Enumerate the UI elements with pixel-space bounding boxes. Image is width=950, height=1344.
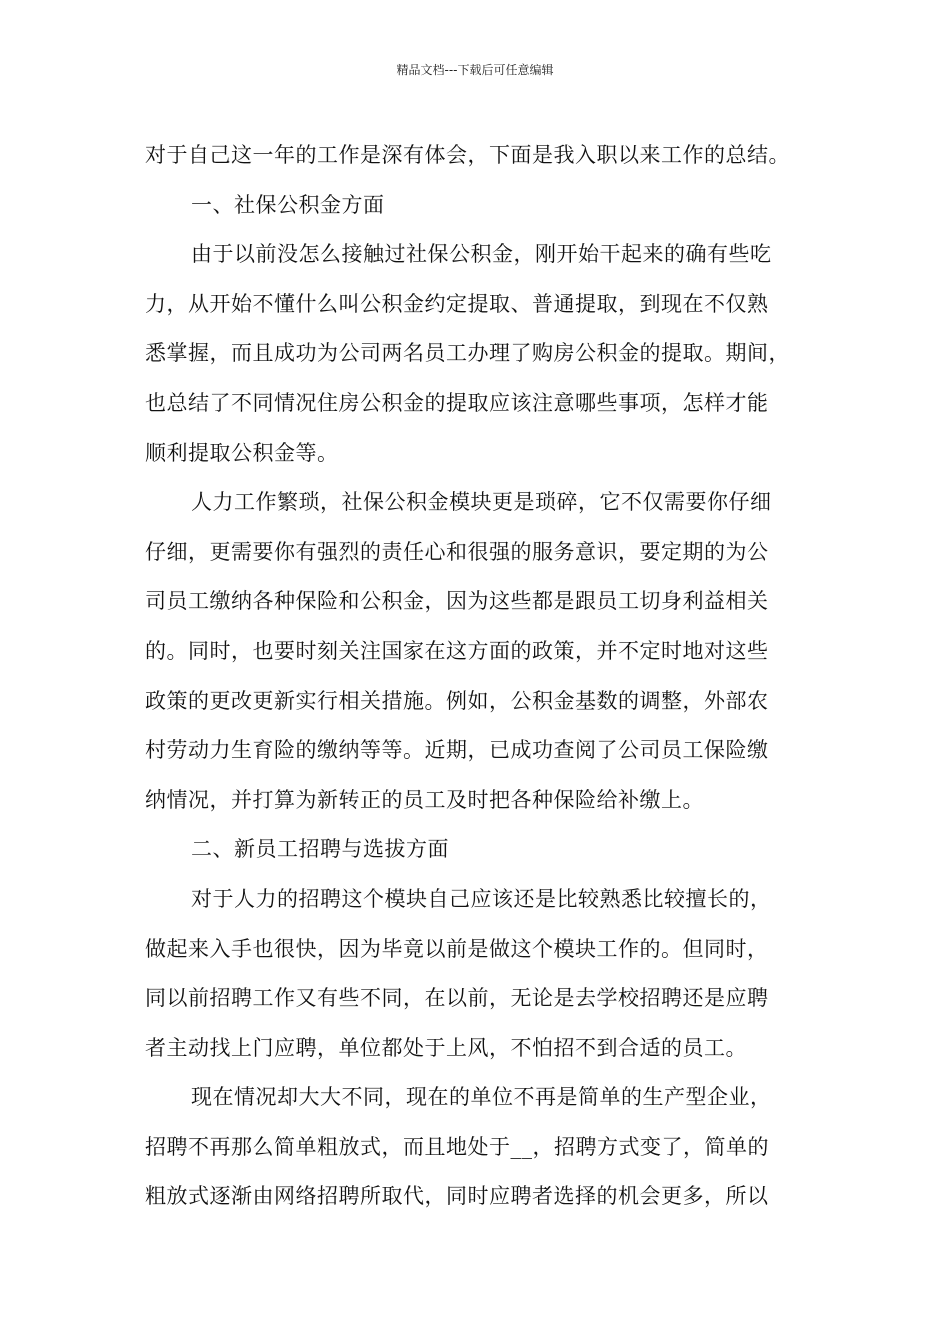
text-line: 力，从开始不懂什么叫公积金约定提取、普通提取，到现在不仅熟 <box>145 291 769 316</box>
text-line: 者主动找上门应聘，单位都处于上风，不怕招不到合适的员工。 <box>145 1035 747 1060</box>
page-header: 精品文档---下载后可任意编辑 <box>396 63 554 77</box>
text-line: 同以前招聘工作又有些不同，在以前，无论是去学校招聘还是应聘 <box>145 986 769 1011</box>
text-line: 村劳动力生育险的缴纳等等。近期，已成功查阅了公司员工保险缴 <box>145 738 769 763</box>
text-line: 悉掌握，而且成功为公司两名员工办理了购房公积金的提取。期间， <box>145 341 790 366</box>
text-line: 由于以前没怎么接触过社保公积金，刚开始干起来的确有些吃 <box>191 242 772 267</box>
text-line: 对于自己这一年的工作是深有体会，下面是我入职以来工作的总结。 <box>145 143 790 167</box>
section-heading: 一、社保公积金方面 <box>191 192 385 217</box>
text-line: 现在情况却大大不同，现在的单位不再是简单的生产型企业， <box>191 1085 772 1110</box>
text-line: 司员工缴纳各种保险和公积金，因为这些都是跟员工切身利益相关 <box>145 589 769 614</box>
text-line: 纳情况，并打算为新转正的员工及时把各种保险给补缴上。 <box>145 787 704 812</box>
text-line: 政策的更改更新实行相关措施。例如，公积金基数的调整，外部农 <box>145 688 769 713</box>
text-line: 对于人力的招聘这个模块自己应该还是比较熟悉比较擅长的， <box>191 886 772 911</box>
document-body <box>145 131 807 1222</box>
section-heading: 二、新员工招聘与选拔方面 <box>191 837 449 862</box>
text-line: 招聘不再那么简单粗放式，而且地处于__，招聘方式变了，简单的 <box>145 1134 769 1159</box>
text-line: 也总结了不同情况住房公积金的提取应该注意哪些事项，怎样才能 <box>145 390 769 415</box>
text-line: 仔细，更需要你有强烈的责任心和很强的服务意识，要定期的为公 <box>145 539 769 564</box>
text-line: 顺利提取公积金等。 <box>145 440 339 465</box>
text-line: 的。同时，也要时刻关注国家在这方面的政策，并不定时地对这些 <box>145 638 769 663</box>
text-line: 粗放式逐渐由网络招聘所取代，同时应聘者选择的机会更多，所以 <box>145 1184 769 1209</box>
text-line: 人力工作繁琐，社保公积金模块更是琐碎，它不仅需要你仔细 <box>191 490 772 515</box>
text-line: 做起来入手也很快，因为毕竟以前是做这个模块工作的。但同时， <box>145 936 769 961</box>
